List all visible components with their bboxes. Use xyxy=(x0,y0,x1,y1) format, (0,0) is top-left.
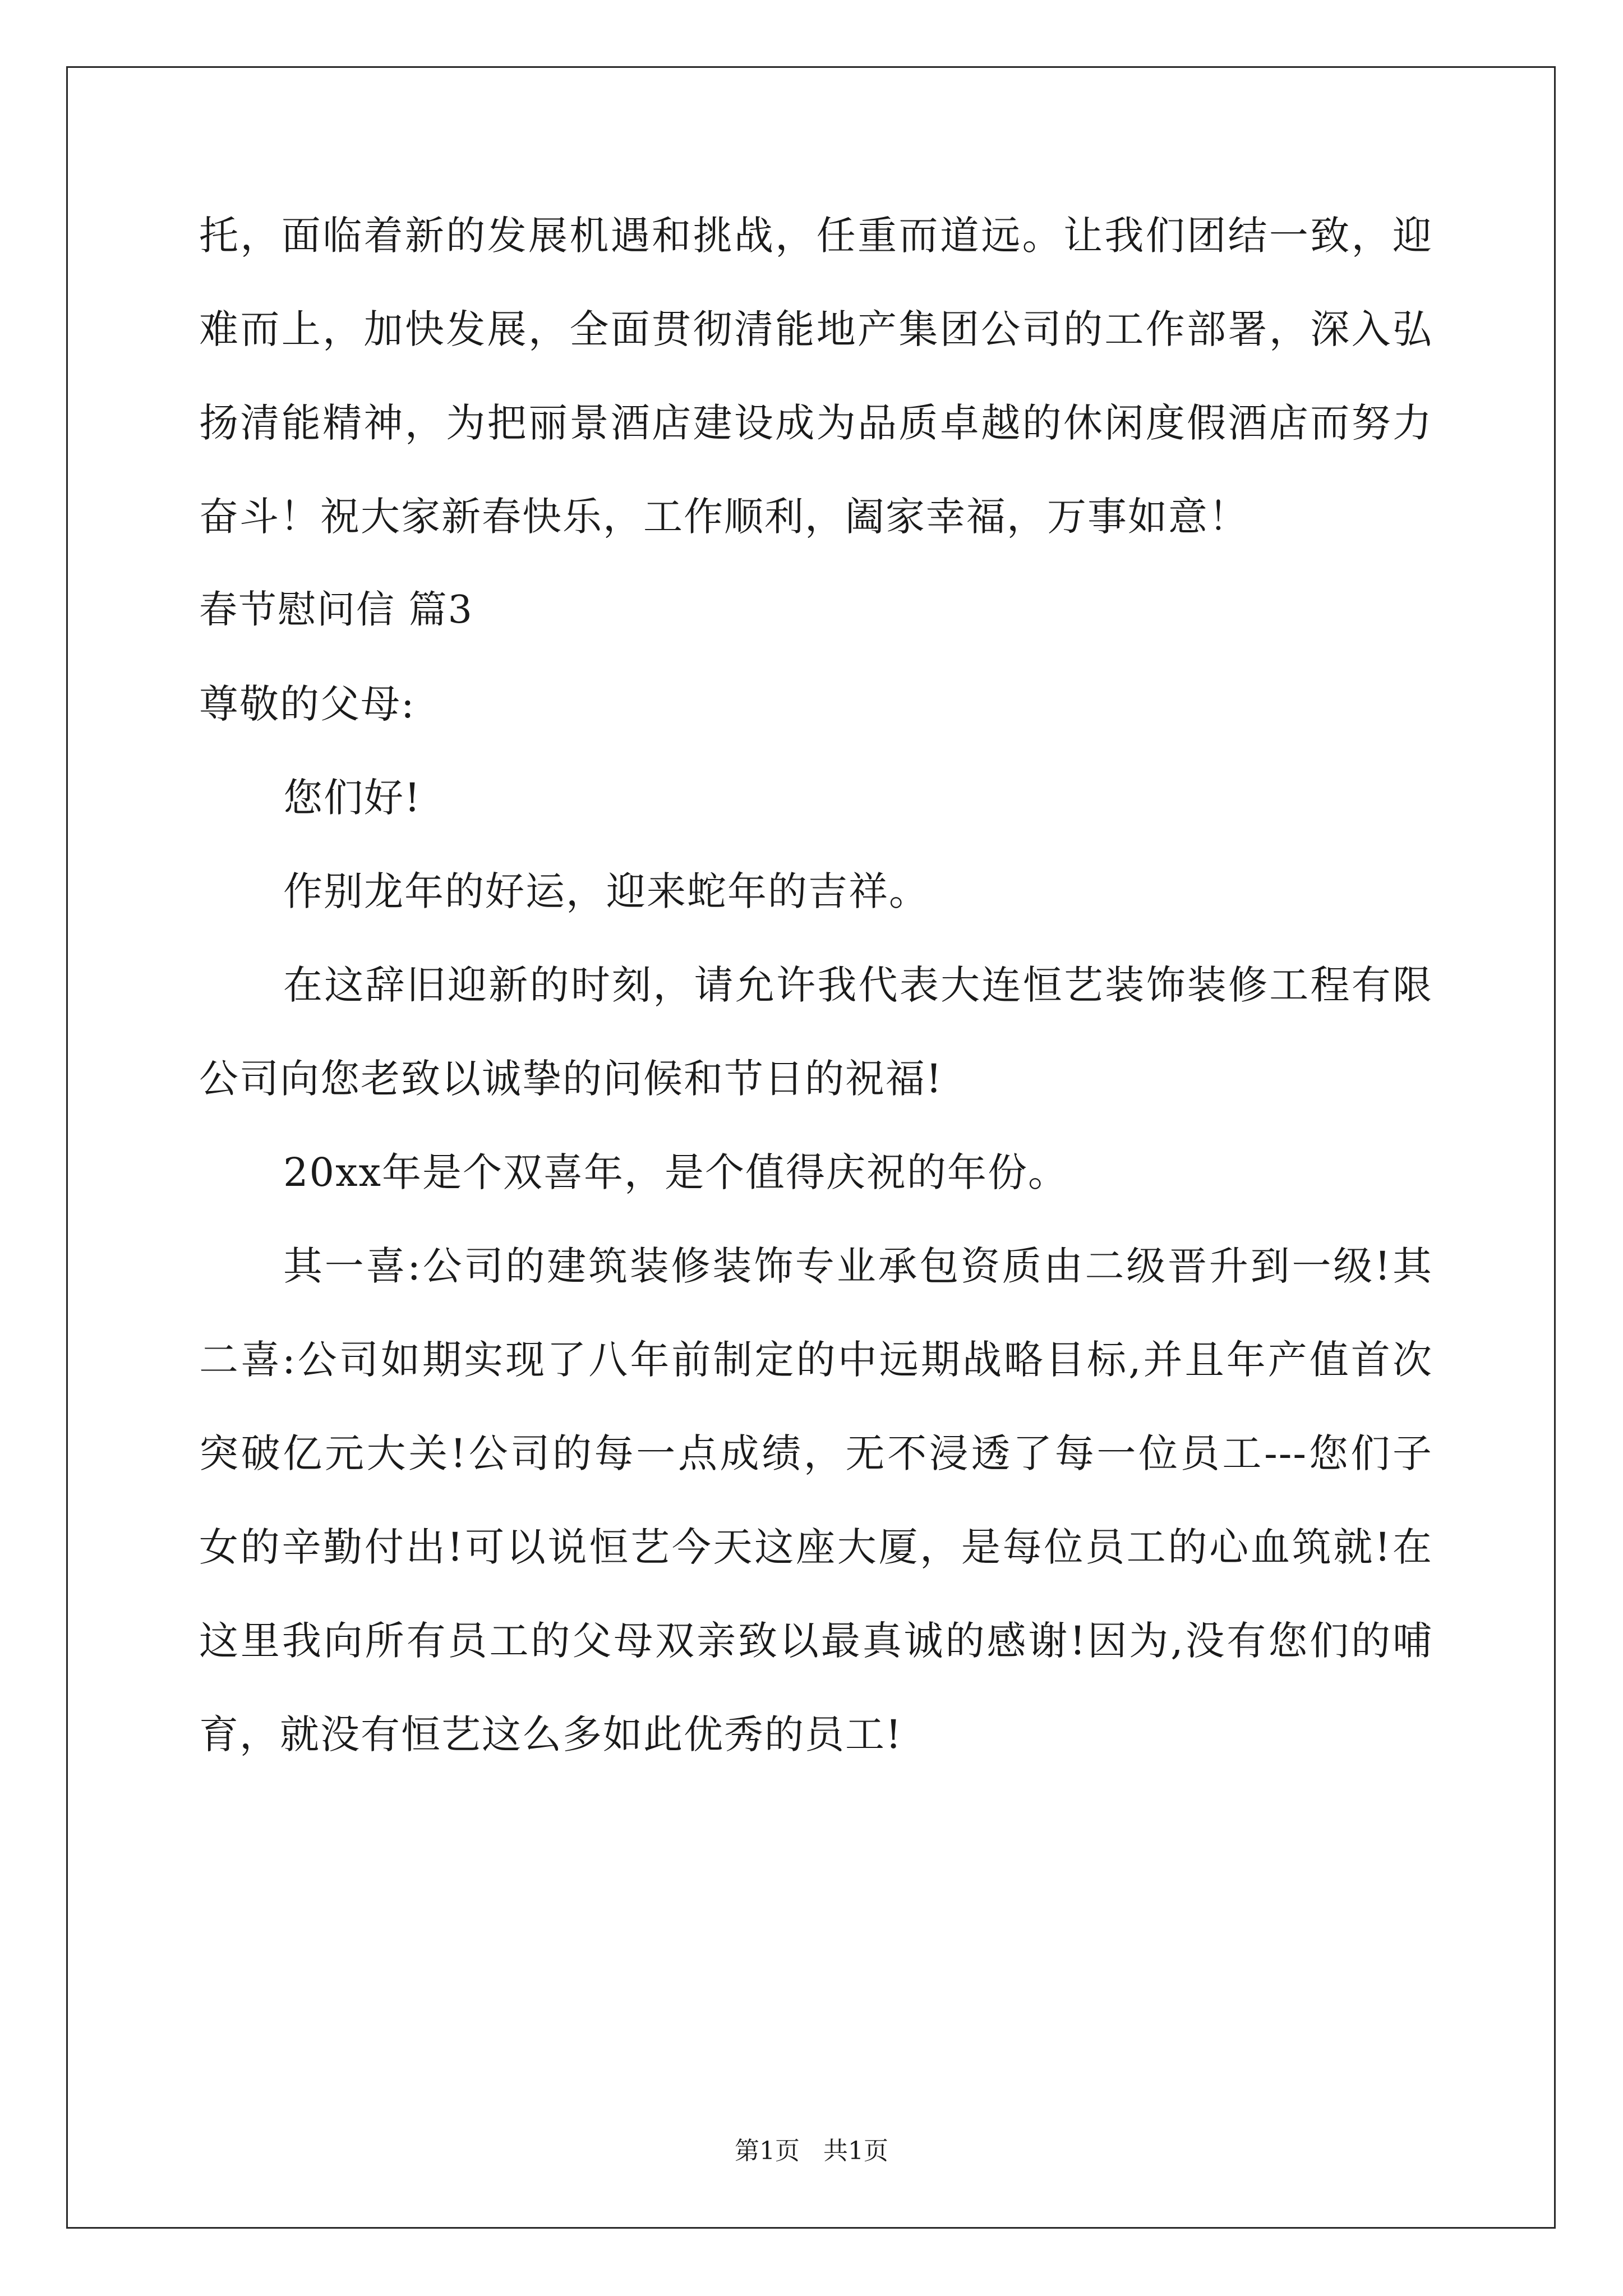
page-footer: 第1页 共1页 xyxy=(735,2137,888,2165)
greeting: 您们好! xyxy=(283,775,422,821)
paragraph-line: 扬清能精神，为把丽景酒店建设成为品质卓越的休闲度假酒店而努力 xyxy=(199,400,1433,446)
paragraph-line: 在这辞旧迎新的时刻，请允许我代表大连恒艺装饰装修工程有限 xyxy=(283,962,1433,1008)
salutation: 尊敬的父母: xyxy=(199,681,416,727)
paragraph-line: 作别龙年的好运，迎来蛇年的吉祥。 xyxy=(283,868,929,914)
paragraph-line: 20xx年是个双喜年，是个值得庆祝的年份。 xyxy=(283,1149,1069,1195)
paragraph-line: 二喜:公司如期实现了八年前制定的中远期战略目标,并且年产值首次 xyxy=(199,1337,1433,1383)
paragraph-line: 这里我向所有员工的父母双亲致以最真诚的感谢!因为,没有您们的哺 xyxy=(199,1618,1433,1664)
paragraph-line: 育，就没有恒艺这么多如此优秀的员工! xyxy=(199,1711,903,1757)
paragraph-line: 公司向您老致以诚挚的问候和节日的祝福! xyxy=(199,1056,943,1102)
paragraph-line: 难而上，加快发展，全面贯彻清能地产集团公司的工作部署，深入弘 xyxy=(199,306,1433,352)
paragraph-line: 女的辛勤付出!可以说恒艺今天这座大厦，是每位员工的心血筑就!在 xyxy=(199,1524,1433,1570)
paragraph-line: 其一喜:公司的建筑装修装饰专业承包资质由二级晋升到一级!其 xyxy=(283,1243,1433,1289)
paragraph-line: 突破亿元大关!公司的每一点成绩，无不浸透了每一位员工---您们子 xyxy=(199,1430,1433,1476)
section-heading: 春节慰问信 篇3 xyxy=(199,588,473,632)
paragraph-line: 托，面临着新的发展机遇和挑战，任重而道远。让我们团结一致，迎 xyxy=(199,213,1433,259)
paragraph-line: 奋斗！祝大家新春快乐，工作顺利，阖家幸福，万事如意！ xyxy=(199,494,1249,540)
